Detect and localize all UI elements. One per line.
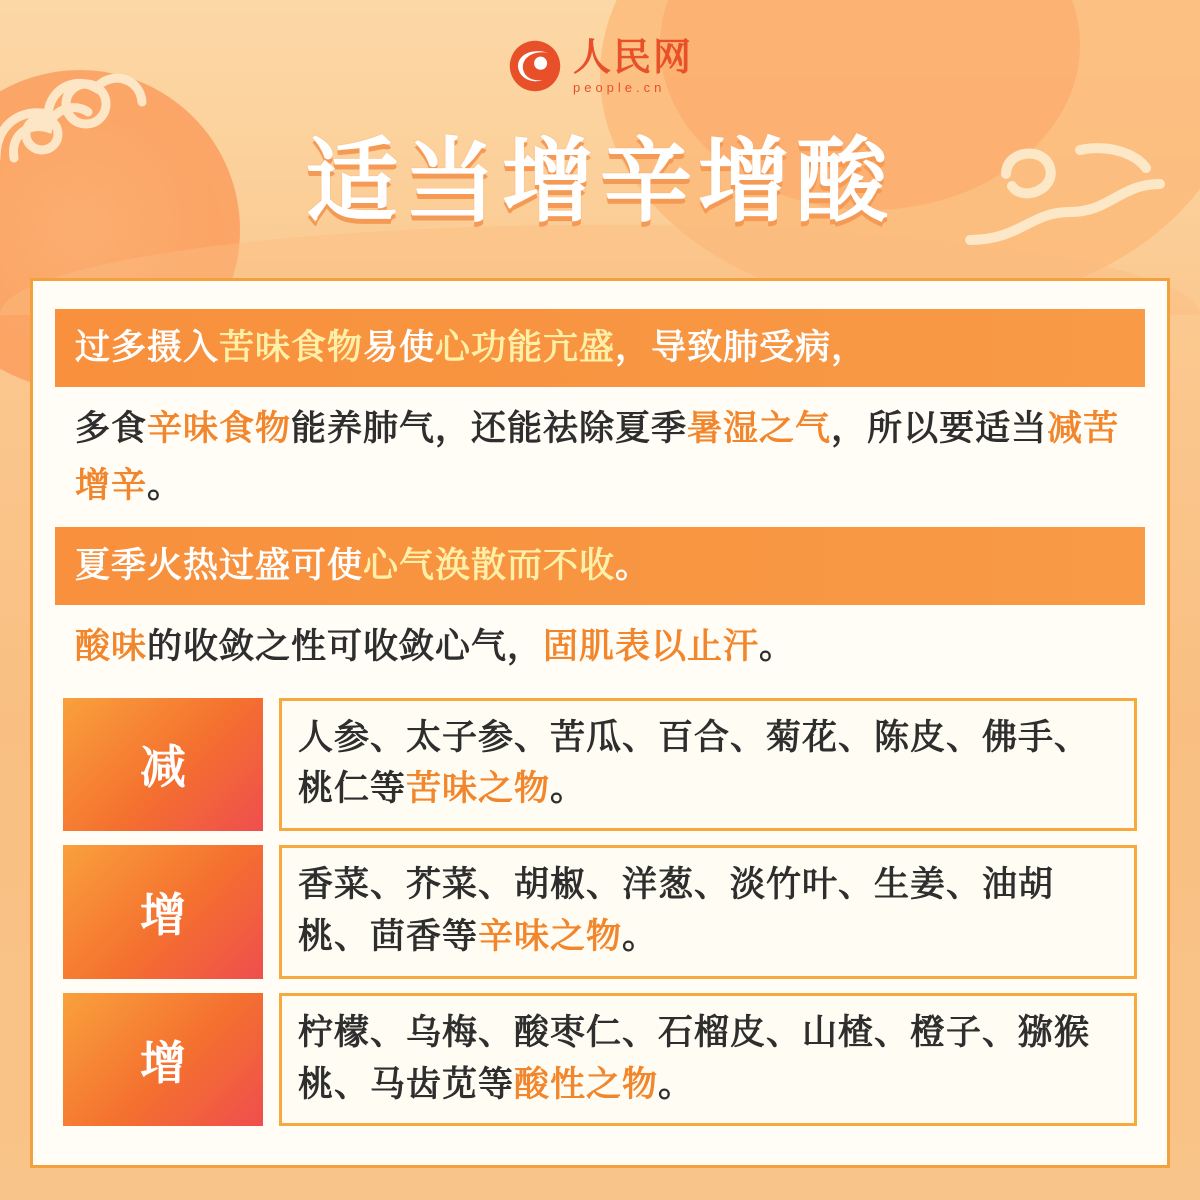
- statement-band-1: [55, 309, 1145, 387]
- para1-mid: 能养肺气，还能祛除夏季: [291, 409, 688, 450]
- band1-suffix: ，导致肺受病，: [615, 328, 868, 368]
- logo-name-cn: 人民网: [572, 35, 693, 79]
- page-title: 适当增辛增酸: [305, 128, 894, 235]
- list-item-tail: 。: [622, 916, 659, 957]
- paragraph-2: [55, 605, 1145, 688]
- para2-mid: 的收敛之性可收敛心气，: [147, 626, 544, 667]
- list-item-tag: 增: [63, 845, 263, 979]
- band1-highlight-1: 苦味食物: [219, 328, 364, 368]
- list-item: [55, 993, 1145, 1127]
- band1-highlight-2: 心功能亢盛: [435, 328, 616, 368]
- list-item-content: [279, 698, 1137, 832]
- food-list: [55, 698, 1145, 1127]
- para2-highlight-1: 酸味: [75, 626, 148, 667]
- para1-prefix: 多食: [75, 409, 148, 450]
- list-item: [55, 698, 1145, 832]
- list-item-tail: 。: [550, 769, 587, 810]
- band2-suffix: 。: [615, 545, 652, 586]
- list-item-content: [279, 993, 1137, 1127]
- list-item-text: 人参、太子参、苦瓜、百合、菊花、陈皮、佛手、桃仁等: [298, 717, 1091, 810]
- content-card: [30, 278, 1170, 1168]
- list-item-content: [279, 845, 1137, 979]
- list-item-tail: 。: [658, 1064, 695, 1105]
- list-item-highlight: 辛味之物: [478, 916, 623, 957]
- list-item-text: 柠檬、乌梅、酸枣仁、石榴皮、山楂、橙子、猕猴桃、马齿苋等: [298, 1012, 1091, 1105]
- list-item: [55, 845, 1145, 979]
- para2-suffix: 。: [759, 626, 796, 667]
- list-item-highlight: 酸性之物: [514, 1064, 659, 1105]
- band2-highlight-1: 心气涣散而不收: [363, 545, 616, 586]
- statement-band-2: [55, 527, 1145, 605]
- band1-prefix: 过多摄入: [75, 328, 220, 368]
- logo-name-en: people.cn: [572, 80, 666, 95]
- people-logo-icon: [507, 38, 563, 94]
- list-item-highlight: 苦味之物: [406, 769, 551, 810]
- para1-highlight-2: 暑湿之气: [687, 409, 832, 450]
- band2-prefix: 夏季火热过盛可使: [75, 545, 364, 586]
- para1-highlight-1: 辛味食物: [147, 409, 292, 450]
- para1-mid-2: ，所以要适当: [831, 409, 1048, 450]
- band1-mid: 易使: [363, 328, 436, 368]
- site-logo: [0, 35, 1200, 95]
- paragraph-1: [55, 387, 1145, 526]
- para1-suffix: 。: [147, 465, 184, 506]
- list-item-text: 香菜、芥菜、胡椒、洋葱、淡竹叶、生姜、油胡桃、茴香等: [298, 865, 1055, 957]
- para1-highlight-3: 减苦增辛: [75, 409, 1120, 506]
- list-item-tag: 减: [63, 698, 263, 832]
- list-item-tag: 增: [63, 993, 263, 1127]
- para2-highlight-2: 固肌表以止汗: [543, 626, 760, 667]
